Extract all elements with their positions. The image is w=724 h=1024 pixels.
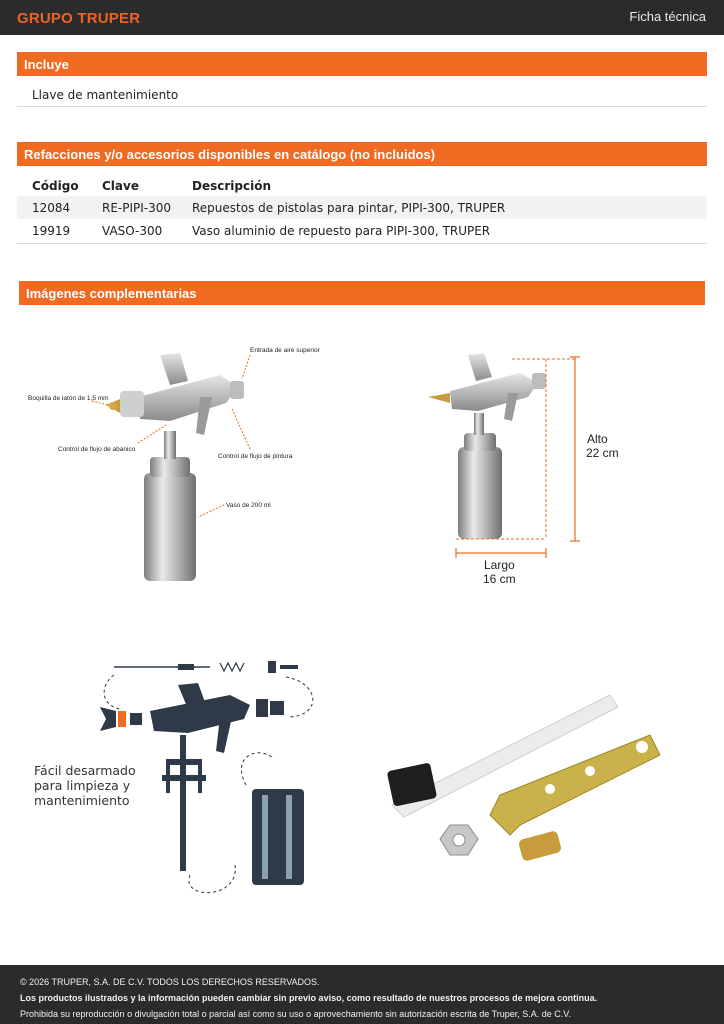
- table-cell-description: Vaso aluminio de repuesto para PIPI-300, TRUPER: [192, 224, 491, 238]
- section-header-includes: Incluye: [17, 52, 707, 76]
- page-title: Ficha técnica: [629, 9, 706, 24]
- table-cell-code: 19919: [32, 224, 71, 238]
- column-header: Clave: [102, 179, 139, 193]
- disassembly-caption-line: Fácil desarmado: [34, 763, 136, 778]
- disassembly-caption: [34, 763, 136, 808]
- column-header: Código: [32, 179, 79, 193]
- section-header-images: Imágenes complementarias: [19, 281, 705, 305]
- table-row: [17, 219, 707, 242]
- brand-logo: GRUPO TRUPER: [17, 10, 141, 27]
- table-cell-key: VASO-300: [102, 224, 163, 238]
- divider: [17, 106, 707, 107]
- callout-paint-control: Control de flujo de pintura: [218, 453, 293, 460]
- table-cell-code: 12084: [32, 201, 71, 215]
- disassembly-caption-line: mantenimiento: [34, 793, 130, 808]
- table-cell-description: Repuestos de pistolas para pintar, PIPI-300, TRUPER: [192, 201, 506, 215]
- height-value: 22 cm: [586, 446, 619, 460]
- spares-table: [17, 174, 707, 242]
- rights-text: Prohibida su reproducción o divulgación total o parcial así como su uso o aprovechamiento sin autorización escrita de Truper, S.A. de C.V.: [20, 1009, 571, 1019]
- accessories-image: [380, 685, 670, 880]
- callout-cup: Vaso de 200 ml: [226, 502, 271, 509]
- section-header-spares: Refacciones y/o accesorios disponibles en catálogo (no incluidos): [17, 142, 707, 166]
- callout-nozzle: Boquilla de latón de 1,5 mm: [28, 395, 109, 402]
- table-row: [17, 196, 707, 219]
- top-header: [0, 0, 724, 35]
- divider: [17, 243, 707, 244]
- table-header-row: [17, 174, 707, 196]
- callout-fan-control: Control de flujo de abanico: [58, 446, 136, 453]
- spray-gun-dimensions-image: [420, 345, 640, 595]
- height-label: Alto: [587, 432, 608, 446]
- includes-item: Llave de mantenimiento: [32, 88, 179, 102]
- page-footer: [0, 965, 724, 1024]
- copyright-text: © 2026 TRUPER, S.A. DE C.V. TODOS LOS DERECHOS RESERVADOS.: [20, 977, 320, 987]
- column-header: Descripción: [192, 179, 271, 193]
- disassembly-caption-line: para limpieza y: [34, 778, 131, 793]
- spray-gun-annotated-image: [20, 335, 340, 595]
- length-value: 16 cm: [483, 572, 516, 586]
- callout-air-inlet: Entrada de aire superior: [250, 347, 320, 354]
- table-cell-key: RE-PIPI-300: [102, 201, 172, 215]
- length-label: Largo: [484, 558, 515, 572]
- disclaimer-text: Los productos ilustrados y la información pueden cambiar sin previo aviso, como resultado de nuestros procesos de mejora continua.: [20, 993, 598, 1003]
